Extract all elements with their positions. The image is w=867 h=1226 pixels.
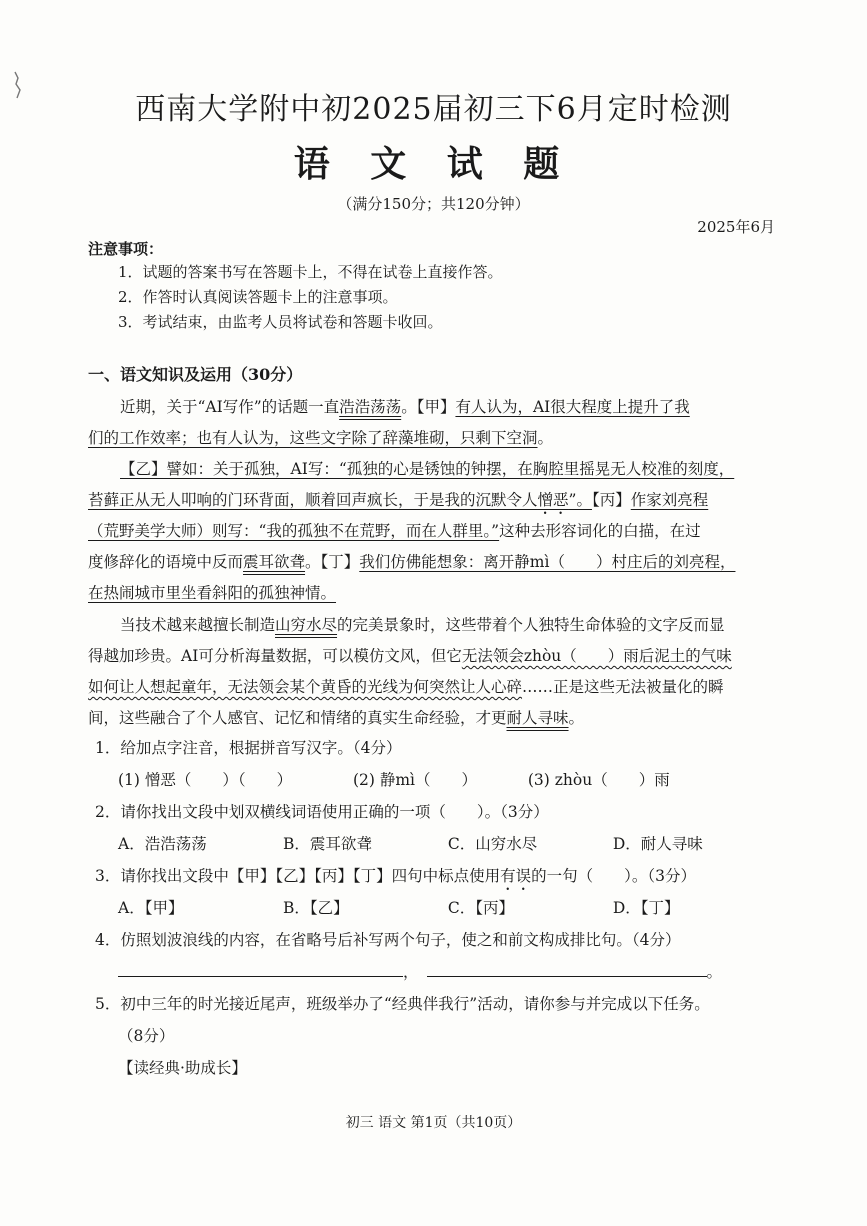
notice-item: 1．试题的答案书写在答题卡上，不得在试卷上直接作答。 [118,263,503,281]
question-3-options [118,896,680,918]
passage-paragraph-3: 当技术越来越擅长制造山穷水尽的完美景象时，这些带着个人独特生命体验的文字反而显 得越加珍贵。AI可分析海量数据，可以模仿文风，但它无法领会zhòu（ ）雨后泥土的气味 如何让人想起童年，无法领会某个黄昏的光线为何突然让人心碎……正是这些无法被量化的瞬 间，这些融合了个人感官、记忆和情绪的真实生命经验，才更耐人寻味。 [88,616,732,727]
answer-blank-1[interactable] [118,960,403,977]
notice-item: 3．考试结束，由监考人员将试卷和答题卡收回。 [118,313,443,331]
question-1: 1．给加点字注音，根据拼音写汉字。（4分） [95,739,402,757]
question-4-answer-lines: ， 。 [118,960,722,982]
page-footer: 初三 语文 第1页（共10页） [345,1115,522,1131]
question-5-subtitle: 【读经典·助成长】 [118,1059,247,1077]
q2-option: A．浩浩荡荡 [118,835,207,853]
question-5: 5．初中三年的时光接近尾声，班级举办了“经典伴我行”活动，请你参与并完成以下任务。 [95,995,710,1013]
subject-title: 语 文 试 题 [293,143,574,185]
question-3: 3．请你找出文段中【甲】【乙】【丙】【丁】四句中标点使用有误的一句（ ）。（3分） [95,867,697,885]
double-underlined-word: 耐人寻味 [506,709,569,727]
score-info: （满分150分；共120分钟） [337,195,530,213]
dotted-word: 憎恶 [537,491,569,509]
q3-option: A．【甲】 [118,899,184,917]
exam-title: 西南大学附中初2025届初三下6月定时检测 [135,92,732,127]
double-underlined-word: 浩浩荡荡 [339,398,402,416]
q2-option: B．震耳欲聋 [282,835,372,853]
notice-item: 2．作答时认真阅读答题卡上的注意事项。 [118,288,398,306]
passage-paragraph-1: 近期，关于“AI写作”的话题一直浩浩荡荡。【甲】有人认为，AI很大程度上提升了我 们的工作效率；也有人认为，这些文字除了辞藻堆砌，只剩下空洞。 [88,398,690,447]
q1-item: (3) zhòu（ ）雨 [527,771,670,789]
question-4: 4．仿照划波浪线的内容，在省略号后补写两个句子，使之和前文构成排比句。（4分） [95,931,681,949]
q2-option: D．耐人寻味 [612,835,703,853]
notice-title: 注意事项： [88,240,164,258]
sentence-ding: 我们仿佛能想象：离开静mì（ ）村庄后的刘亮程， [359,553,736,571]
sentence-jia: 有人认为，AI很大程度上提升了我 [455,398,690,416]
question-2-options [118,832,703,854]
notice-list [118,260,503,335]
question-5-score: （8分） [118,1027,175,1045]
double-underlined-word: 震耳欲聋 [243,553,306,571]
question-1-items [118,768,670,790]
passage-paragraph-2: 【乙】譬如：关于孤独，AI写：“孤独的心是锈蚀的钟摆，在胸腔里摇晃无人校准的刻度， 苔藓正从无人叩响的门环背面，顺着回声疯长，于是我的沉默令人憎恶”。【丙】作家刘亮程 （荒野美学大师）则写：“我的孤独不在荒野，而在人群里。”这种去形容词化的白描，在过 度修辞化的语境中反而震耳欲聋。【丁】我们仿佛能想象：离开静mì（ ）村庄后的刘亮程， 在热闹城市里坐看斜阳的孤独神情。 [88,460,736,602]
sentence-bing: 作家刘亮程 [630,491,709,509]
q1-item: (2) 静mì（ ） [352,771,477,789]
q3-option: B．【乙】 [282,899,349,917]
q2-option: C．山穷水尽 [447,835,538,853]
question-2: 2．请你找出文段中划双横线词语使用正确的一项（ ）。（3分） [95,803,549,821]
double-underlined-word: 山穷水尽 [275,616,338,634]
sentence-jia-cont: 们的工作效率；也有人认为，这些文字除了辞藻堆砌，只剩下空洞 [88,429,538,447]
answer-blank-2[interactable] [427,960,707,977]
q1-item: (1) 憎恶（ ）（ ） [118,771,293,789]
exam-date: 2025年6月 [697,218,775,236]
wavy-underlined-sentence: 无法领会zhòu（ ）雨后泥土的气味 [461,647,732,665]
wavy-underlined-sentence: 如何让人想起童年，无法领会某个黄昏的光线为何突然让人心碎 [88,678,523,696]
dotted-word: 有误 [500,867,532,885]
q3-option: C．【丙】 [447,899,514,917]
sentence-yi: 【乙】譬如：关于孤独，AI写：“孤独的心是锈蚀的钟摆，在胸腔里摇晃无人校准的刻度， [120,460,735,478]
q3-option: D．【丁】 [612,899,680,917]
section-title: 一、语文知识及运用（30分） [88,365,303,384]
